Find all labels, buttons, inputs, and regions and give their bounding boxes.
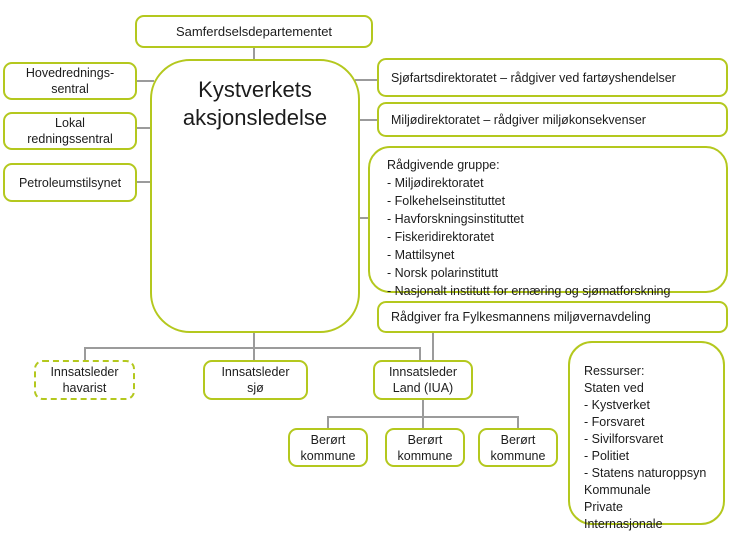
node-label: Miljødirektoratet – rådgiver miljøkonsekvenser xyxy=(391,112,646,127)
node-radgiver-fylkesmannen xyxy=(377,301,728,333)
ressurser-line: - Forsvaret xyxy=(584,415,645,429)
radgivende-gruppe-item: - Nasjonalt institutt for ernæring og sjømatforskning xyxy=(387,284,671,298)
node-kystverkets-aksjonsledelse xyxy=(150,59,360,333)
connector-land-down xyxy=(422,398,424,417)
node-label: Petroleumstilsynet xyxy=(18,175,122,190)
node-label-line2: sjø xyxy=(247,381,264,395)
node-label-line2: kommune xyxy=(490,448,546,463)
node-label-line2: havarist xyxy=(62,381,107,395)
node-label-line1: Innsatsleder xyxy=(50,365,119,379)
ressurser-line: Ressurser: xyxy=(584,364,645,378)
node-miljodirektoratet xyxy=(377,102,728,137)
node-label-line1: Kystverkets xyxy=(198,77,312,102)
node-innsatsleder-sjo xyxy=(203,360,308,400)
radgivende-gruppe-item: - Norsk polarinstitutt xyxy=(387,266,499,280)
node-label-line1: Berørt xyxy=(407,432,443,447)
node-label-line2: Land (IUA) xyxy=(392,381,454,395)
node-berort-kommune-1 xyxy=(288,428,368,467)
node-label: Samferdselsdepartementet xyxy=(175,23,333,39)
radgivende-gruppe-item: - Fiskeridirektoratet xyxy=(387,230,494,244)
ressurser-line: Kommunale xyxy=(584,483,651,497)
node-radgivende-gruppe xyxy=(368,146,728,298)
node-label-line1: Hovedrednings- xyxy=(25,66,115,80)
connector-fylkesmannen-land xyxy=(432,330,434,362)
ressurser-line: - Politiet xyxy=(584,449,630,463)
radgivende-gruppe-item: - Mattilsynet xyxy=(387,248,455,262)
node-label-line2: kommune xyxy=(300,448,356,463)
node-label-line1: Berørt xyxy=(310,432,346,447)
node-label-line2: kommune xyxy=(397,448,453,463)
node-label-line2: aksjonsledelse xyxy=(182,105,328,130)
node-ressurser xyxy=(568,341,725,531)
radgivende-gruppe-title: Rådgivende gruppe: xyxy=(387,158,500,172)
node-berort-kommune-2 xyxy=(385,428,465,467)
radgivende-gruppe-item: - Havforskningsinstituttet xyxy=(387,212,524,226)
ressurser-line: Staten ved xyxy=(584,381,644,395)
node-sjofartsdirektoratet xyxy=(377,58,728,97)
node-berort-kommune-3 xyxy=(478,428,558,467)
ressurser-line: - Statens naturoppsyn xyxy=(584,466,707,480)
ressurser-line: - Sivilforsvaret xyxy=(584,432,664,446)
node-petroleumstilsynet xyxy=(3,163,137,202)
radgivende-gruppe-item: - Miljødirektoratet xyxy=(387,176,484,190)
node-label-line1: Lokal xyxy=(55,116,85,130)
ressurser-line: - Kystverket xyxy=(584,398,650,412)
node-samferdselsdepartementet xyxy=(135,15,373,48)
node-label-line1: Innsatsleder xyxy=(221,365,290,379)
node-label-line1: Innsatsleder xyxy=(388,365,458,379)
ressurser-line: Internasjonale xyxy=(584,517,663,531)
node-label-line2: redningssentral xyxy=(27,132,113,146)
ressurser-line: Private xyxy=(584,500,623,514)
connector-hovedredningssentral xyxy=(134,80,154,82)
radgivende-gruppe-item: - Folkehelseinstituttet xyxy=(387,194,506,208)
node-label: Rådgiver fra Fylkesmannens miljøvernavdeling xyxy=(391,310,651,324)
node-label-line1: Berørt xyxy=(500,432,536,447)
node-label: Sjøfartsdirektoratet – rådgiver ved fartøyshendelser xyxy=(391,70,676,85)
node-innsatsleder-havarist xyxy=(34,360,135,400)
node-innsatsleder-land xyxy=(373,360,473,400)
node-hovedredningssentral xyxy=(3,62,137,100)
node-label-line2: sentral xyxy=(51,82,89,96)
node-lokal-redningssentral xyxy=(3,112,137,150)
